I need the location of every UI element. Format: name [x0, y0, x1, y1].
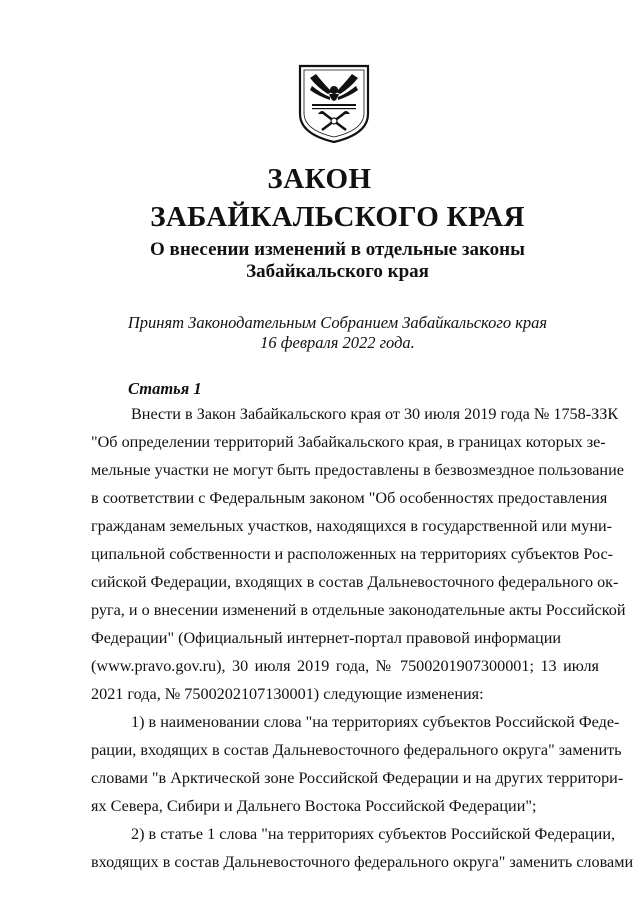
body-line: сийской Федерации, входящих в состав Дальневосточного федерального ок-	[91, 573, 619, 591]
body-line: руга, и о внесении изменений в отдельные законодательные акты Российской	[91, 601, 626, 619]
body-line: 2021 года, № 7500202107130001) следующие изменения:	[91, 685, 484, 703]
body-line: мельные участки не могут быть предоставлены в безвозмездное пользование	[91, 461, 624, 479]
body-line: "Об определении территорий Забайкальского края, в границах которых зе-	[91, 433, 606, 451]
body-line: Внести в Закон Забайкальского края от 30 июля 2019 года № 1758-ЗЗК	[131, 405, 619, 423]
coat-of-arms-emblem	[296, 64, 372, 144]
eagle-shield-icon	[296, 64, 372, 144]
body-line: 1) в наименовании слова "на территориях субъектов Российской Феде-	[131, 713, 620, 731]
document-title-region: ЗАБАЙКАЛЬСКОГО КРАЯ	[150, 201, 525, 233]
document-subtitle: О внесении изменений в отдельные законы	[150, 239, 525, 260]
body-line: Федерации" (Официальный интернет-портал правовой информации	[91, 629, 562, 647]
body-line: 2) в статье 1 слова "на территориях субъектов Российской Федерации,	[131, 825, 616, 843]
body-line: в соответствии с Федеральным законом "Об особенностях предоставления	[91, 489, 608, 507]
body-line: гражданам земельных участков, находящихся в государственной или муни-	[91, 517, 613, 535]
body-line: словами "в Арктической зоне Российской Федерации и на других территори-	[91, 769, 624, 787]
document-title: ЗАКОН	[267, 163, 372, 195]
document-subtitle-region: Забайкальского края	[246, 261, 429, 282]
body-line: (www.pravo.gov.ru), 30 июля 2019 года, № 7500201907300001; 13 июля	[91, 657, 599, 675]
body-line: рации, входящих в состав Дальневосточного федерального округа" заменить	[91, 741, 622, 759]
article-heading: Статья 1	[128, 379, 202, 398]
adoption-date: 16 февраля 2022 года.	[260, 333, 415, 352]
body-line: ципальной собственности и расположенных на территориях субъектов Рос-	[91, 545, 614, 563]
adoption-note: Принят Законодательным Собранием Забайкальского края	[127, 313, 548, 332]
body-line: ях Севера, Сибири и Дальнего Востока Российской Федерации";	[91, 797, 537, 815]
body-line: входящих в состав Дальневосточного федерального округа" заменить словами	[91, 853, 634, 871]
